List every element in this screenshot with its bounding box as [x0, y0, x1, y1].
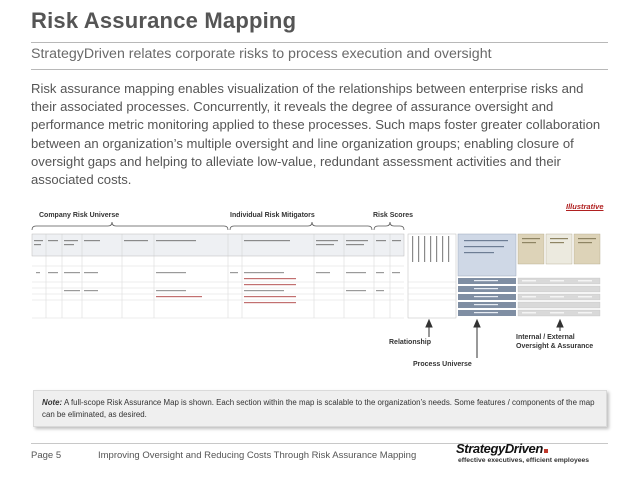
illustrative-label: Illustrative: [566, 202, 604, 211]
brand-logo: [456, 441, 548, 456]
brand-name: StrategyDriven: [456, 441, 543, 456]
note-text: A full-scope Risk Assurance Map is shown. Each section within the map is scalable to the organization’s needs. Some features / components of the map can be eliminated, as desired.: [42, 398, 595, 419]
note-box: [33, 390, 607, 427]
company-risk-universe-label: Company Risk Universe: [39, 212, 120, 219]
relationship-label: Relationship: [389, 339, 432, 346]
body-paragraph: Risk assurance mapping enables visualization of the relationships between enterprise risks and their associated processes. Concurrently, it reveals the degree of assurance oversight and performance metric monitoring applied to these processes. Such maps foster greater collaboration between an organization’s multiple oversight and line organization groups; enabling closure of oversight gaps and helping to alleviate low-value, redundant assessment activities and their associated costs.: [31, 81, 601, 188]
oversight-assurance-line: Oversight & Assurance: [516, 343, 594, 350]
page-number: Page 5: [31, 450, 62, 461]
brand-dot-icon: [544, 449, 548, 453]
internal-external-line: Internal / External: [516, 334, 575, 341]
brand-tagline: effective executives, efficient employees: [458, 457, 590, 464]
process-universe-label: Process Universe: [413, 361, 472, 368]
slide-title: Risk Assurance Mapping: [31, 8, 297, 33]
slide-subtitle: StrategyDriven relates corporate risks to process execution and oversight: [31, 46, 492, 62]
internal-external-oversight-label: [516, 333, 593, 351]
footer-title: Improving Oversight and Reducing Costs Through Risk Assurance Mapping: [98, 450, 417, 461]
note-label: Note:: [42, 398, 63, 407]
individual-risk-mitigators-label: Individual Risk Mitigators: [230, 212, 315, 219]
risk-scores-label: Risk Scores: [373, 212, 414, 219]
